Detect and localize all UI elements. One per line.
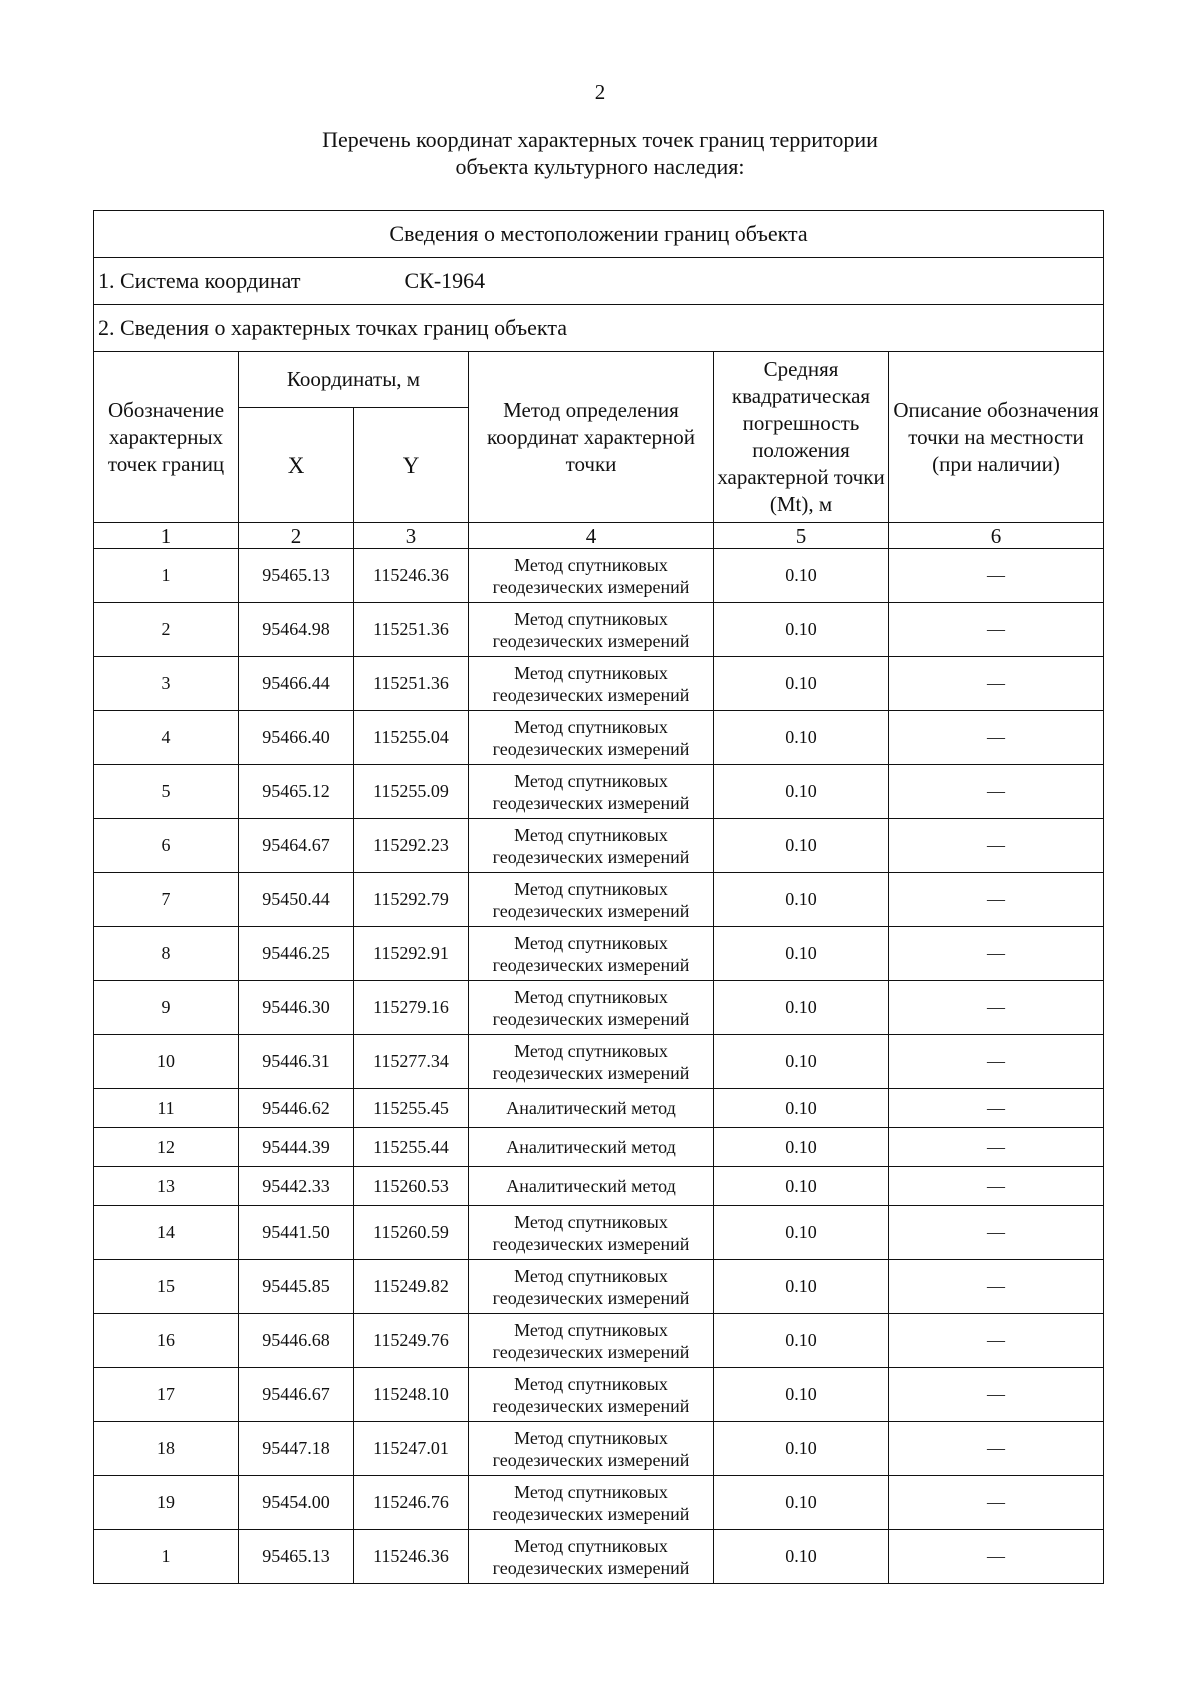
header-method: Метод определения координат характерной точки — [469, 352, 714, 523]
error-cell: 0.10 — [714, 1422, 889, 1476]
x-coordinate-cell: 95442.33 — [239, 1167, 354, 1206]
method-cell: Метод спутниковых геодезических измерений — [469, 1422, 714, 1476]
x-coordinate-cell: 95465.12 — [239, 765, 354, 819]
description-cell: — — [889, 1206, 1104, 1260]
error-cell: 0.10 — [714, 1206, 889, 1260]
y-coordinate-cell: 115292.79 — [354, 873, 469, 927]
table-row — [94, 1368, 1104, 1422]
point-designation-cell: 13 — [94, 1167, 239, 1206]
error-cell: 0.10 — [714, 1035, 889, 1089]
error-cell: 0.10 — [714, 1530, 889, 1584]
description-cell: — — [889, 1260, 1104, 1314]
method-cell: Метод спутниковых геодезических измерений — [469, 603, 714, 657]
title-line-1: Перечень координат характерных точек границ территории — [322, 127, 878, 152]
description-cell: — — [889, 1530, 1104, 1584]
page-number: 2 — [594, 80, 606, 104]
description-cell: — — [889, 1035, 1104, 1089]
x-coordinate-cell: 95447.18 — [239, 1422, 354, 1476]
y-coordinate-cell: 115251.36 — [354, 657, 469, 711]
x-coordinate-cell: 95465.13 — [239, 1530, 354, 1584]
y-coordinate-cell: 115292.23 — [354, 819, 469, 873]
description-cell: — — [889, 927, 1104, 981]
column-number: 3 — [354, 523, 469, 549]
description-cell: — — [889, 1128, 1104, 1167]
header-description: Описание обозначения точки на местности (при наличии) — [889, 352, 1104, 523]
description-cell: — — [889, 1368, 1104, 1422]
y-coordinate-cell: 115260.53 — [354, 1167, 469, 1206]
coordinate-system-row — [94, 258, 1104, 305]
description-cell: — — [889, 981, 1104, 1035]
method-cell: Метод спутниковых геодезических измерений — [469, 1206, 714, 1260]
coordinate-system-value: СК-1964 — [404, 268, 486, 293]
error-cell: 0.10 — [714, 927, 889, 981]
column-number: 6 — [889, 523, 1104, 549]
point-designation-cell: 14 — [94, 1206, 239, 1260]
point-designation-cell: 10 — [94, 1035, 239, 1089]
error-cell: 0.10 — [714, 1260, 889, 1314]
point-designation-cell: 15 — [94, 1260, 239, 1314]
error-cell: 0.10 — [714, 657, 889, 711]
error-cell: 0.10 — [714, 873, 889, 927]
table-row — [94, 1206, 1104, 1260]
description-cell: — — [889, 765, 1104, 819]
method-cell: Метод спутниковых геодезических измерений — [469, 819, 714, 873]
y-coordinate-cell: 115249.76 — [354, 1314, 469, 1368]
error-cell: 0.10 — [714, 549, 889, 603]
y-coordinate-cell: 115260.59 — [354, 1206, 469, 1260]
table-row — [94, 1260, 1104, 1314]
header-coordinates: Координаты, м — [239, 352, 469, 408]
y-coordinate-cell: 115255.45 — [354, 1089, 469, 1128]
point-designation-cell: 6 — [94, 819, 239, 873]
description-cell: — — [889, 549, 1104, 603]
table-row — [94, 1314, 1104, 1368]
header-error: Средняя квадратическая погрешность положения характерной точки (Mt), м — [714, 352, 889, 523]
point-designation-cell: 4 — [94, 711, 239, 765]
method-cell: Метод спутниковых геодезических измерений — [469, 1314, 714, 1368]
table-row — [94, 765, 1104, 819]
table-row — [94, 1128, 1104, 1167]
header-x: X — [239, 408, 354, 523]
method-cell: Метод спутниковых геодезических измерений — [469, 765, 714, 819]
y-coordinate-cell: 115246.36 — [354, 1530, 469, 1584]
y-coordinate-cell: 115246.36 — [354, 549, 469, 603]
column-number: 5 — [714, 523, 889, 549]
error-cell: 0.10 — [714, 711, 889, 765]
error-cell: 0.10 — [714, 603, 889, 657]
boundary-points-table — [93, 210, 1104, 1584]
y-coordinate-cell: 115248.10 — [354, 1368, 469, 1422]
table-row — [94, 1089, 1104, 1128]
point-designation-cell: 1 — [94, 1530, 239, 1584]
table-row — [94, 819, 1104, 873]
x-coordinate-cell: 95441.50 — [239, 1206, 354, 1260]
table-row — [94, 603, 1104, 657]
x-coordinate-cell: 95446.68 — [239, 1314, 354, 1368]
y-coordinate-cell: 115249.82 — [354, 1260, 469, 1314]
points-section-label: 2. Сведения о характерных точках границ объекта — [94, 305, 1104, 352]
column-number: 1 — [94, 523, 239, 549]
x-coordinate-cell: 95445.85 — [239, 1260, 354, 1314]
method-cell: Метод спутниковых геодезических измерений — [469, 657, 714, 711]
table-row — [94, 1422, 1104, 1476]
x-coordinate-cell: 95444.39 — [239, 1128, 354, 1167]
x-coordinate-cell: 95446.62 — [239, 1089, 354, 1128]
error-cell: 0.10 — [714, 1314, 889, 1368]
point-designation-cell: 19 — [94, 1476, 239, 1530]
y-coordinate-cell: 115255.09 — [354, 765, 469, 819]
table-row — [94, 711, 1104, 765]
y-coordinate-cell: 115255.44 — [354, 1128, 469, 1167]
y-coordinate-cell: 115277.34 — [354, 1035, 469, 1089]
title-line-2: объекта культурного наследия: — [455, 154, 745, 179]
table-row — [94, 873, 1104, 927]
method-cell: Метод спутниковых геодезических измерений — [469, 1035, 714, 1089]
document-title — [0, 126, 1200, 180]
method-cell: Метод спутниковых геодезических измерений — [469, 1476, 714, 1530]
y-coordinate-cell: 115292.91 — [354, 927, 469, 981]
method-cell: Метод спутниковых геодезических измерений — [469, 1368, 714, 1422]
table-row — [94, 657, 1104, 711]
method-cell: Аналитический метод — [469, 1128, 714, 1167]
table-row — [94, 1167, 1104, 1206]
table-row — [94, 927, 1104, 981]
description-cell: — — [889, 873, 1104, 927]
table-row — [94, 1035, 1104, 1089]
description-cell: — — [889, 1167, 1104, 1206]
error-cell: 0.10 — [714, 1089, 889, 1128]
method-cell: Метод спутниковых геодезических измерений — [469, 1530, 714, 1584]
error-cell: 0.10 — [714, 1167, 889, 1206]
point-designation-cell: 5 — [94, 765, 239, 819]
column-number: 4 — [469, 523, 714, 549]
method-cell: Метод спутниковых геодезических измерений — [469, 981, 714, 1035]
description-cell: — — [889, 603, 1104, 657]
error-cell: 0.10 — [714, 1128, 889, 1167]
point-designation-cell: 7 — [94, 873, 239, 927]
method-cell: Метод спутниковых геодезических измерений — [469, 711, 714, 765]
point-designation-cell: 3 — [94, 657, 239, 711]
description-cell: — — [889, 657, 1104, 711]
point-designation-cell: 9 — [94, 981, 239, 1035]
table-row — [94, 981, 1104, 1035]
method-cell: Аналитический метод — [469, 1089, 714, 1128]
point-designation-cell: 11 — [94, 1089, 239, 1128]
x-coordinate-cell: 95465.13 — [239, 549, 354, 603]
y-coordinate-cell: 115279.16 — [354, 981, 469, 1035]
method-cell: Аналитический метод — [469, 1167, 714, 1206]
description-cell: — — [889, 1422, 1104, 1476]
x-coordinate-cell: 95454.00 — [239, 1476, 354, 1530]
table-row — [94, 549, 1104, 603]
table-row — [94, 1476, 1104, 1530]
method-cell: Метод спутниковых геодезических измерений — [469, 1260, 714, 1314]
description-cell: — — [889, 819, 1104, 873]
point-designation-cell: 12 — [94, 1128, 239, 1167]
point-designation-cell: 1 — [94, 549, 239, 603]
description-cell: — — [889, 1314, 1104, 1368]
point-designation-cell: 8 — [94, 927, 239, 981]
column-number: 2 — [239, 523, 354, 549]
error-cell: 0.10 — [714, 981, 889, 1035]
error-cell: 0.10 — [714, 1368, 889, 1422]
x-coordinate-cell: 95464.98 — [239, 603, 354, 657]
description-cell: — — [889, 711, 1104, 765]
header-designation: Обозначение характерных точек границ — [94, 352, 239, 523]
x-coordinate-cell: 95446.31 — [239, 1035, 354, 1089]
x-coordinate-cell: 95446.30 — [239, 981, 354, 1035]
x-coordinate-cell: 95450.44 — [239, 873, 354, 927]
description-cell: — — [889, 1476, 1104, 1530]
y-coordinate-cell: 115251.36 — [354, 603, 469, 657]
point-designation-cell: 16 — [94, 1314, 239, 1368]
x-coordinate-cell: 95464.67 — [239, 819, 354, 873]
coordinate-system-label: 1. Система координат — [98, 268, 301, 293]
header-y: Y — [354, 408, 469, 523]
y-coordinate-cell: 115255.04 — [354, 711, 469, 765]
method-cell: Метод спутниковых геодезических измерений — [469, 549, 714, 603]
point-designation-cell: 18 — [94, 1422, 239, 1476]
method-cell: Метод спутниковых геодезических измерений — [469, 927, 714, 981]
x-coordinate-cell: 95466.44 — [239, 657, 354, 711]
description-cell: — — [889, 1089, 1104, 1128]
y-coordinate-cell: 115247.01 — [354, 1422, 469, 1476]
x-coordinate-cell: 95446.67 — [239, 1368, 354, 1422]
error-cell: 0.10 — [714, 819, 889, 873]
error-cell: 0.10 — [714, 1476, 889, 1530]
section-title: Сведения о местоположении границ объекта — [94, 211, 1104, 258]
point-designation-cell: 2 — [94, 603, 239, 657]
y-coordinate-cell: 115246.76 — [354, 1476, 469, 1530]
method-cell: Метод спутниковых геодезических измерений — [469, 873, 714, 927]
error-cell: 0.10 — [714, 765, 889, 819]
table-row — [94, 1530, 1104, 1584]
x-coordinate-cell: 95466.40 — [239, 711, 354, 765]
column-number-row — [94, 523, 1104, 549]
x-coordinate-cell: 95446.25 — [239, 927, 354, 981]
point-designation-cell: 17 — [94, 1368, 239, 1422]
